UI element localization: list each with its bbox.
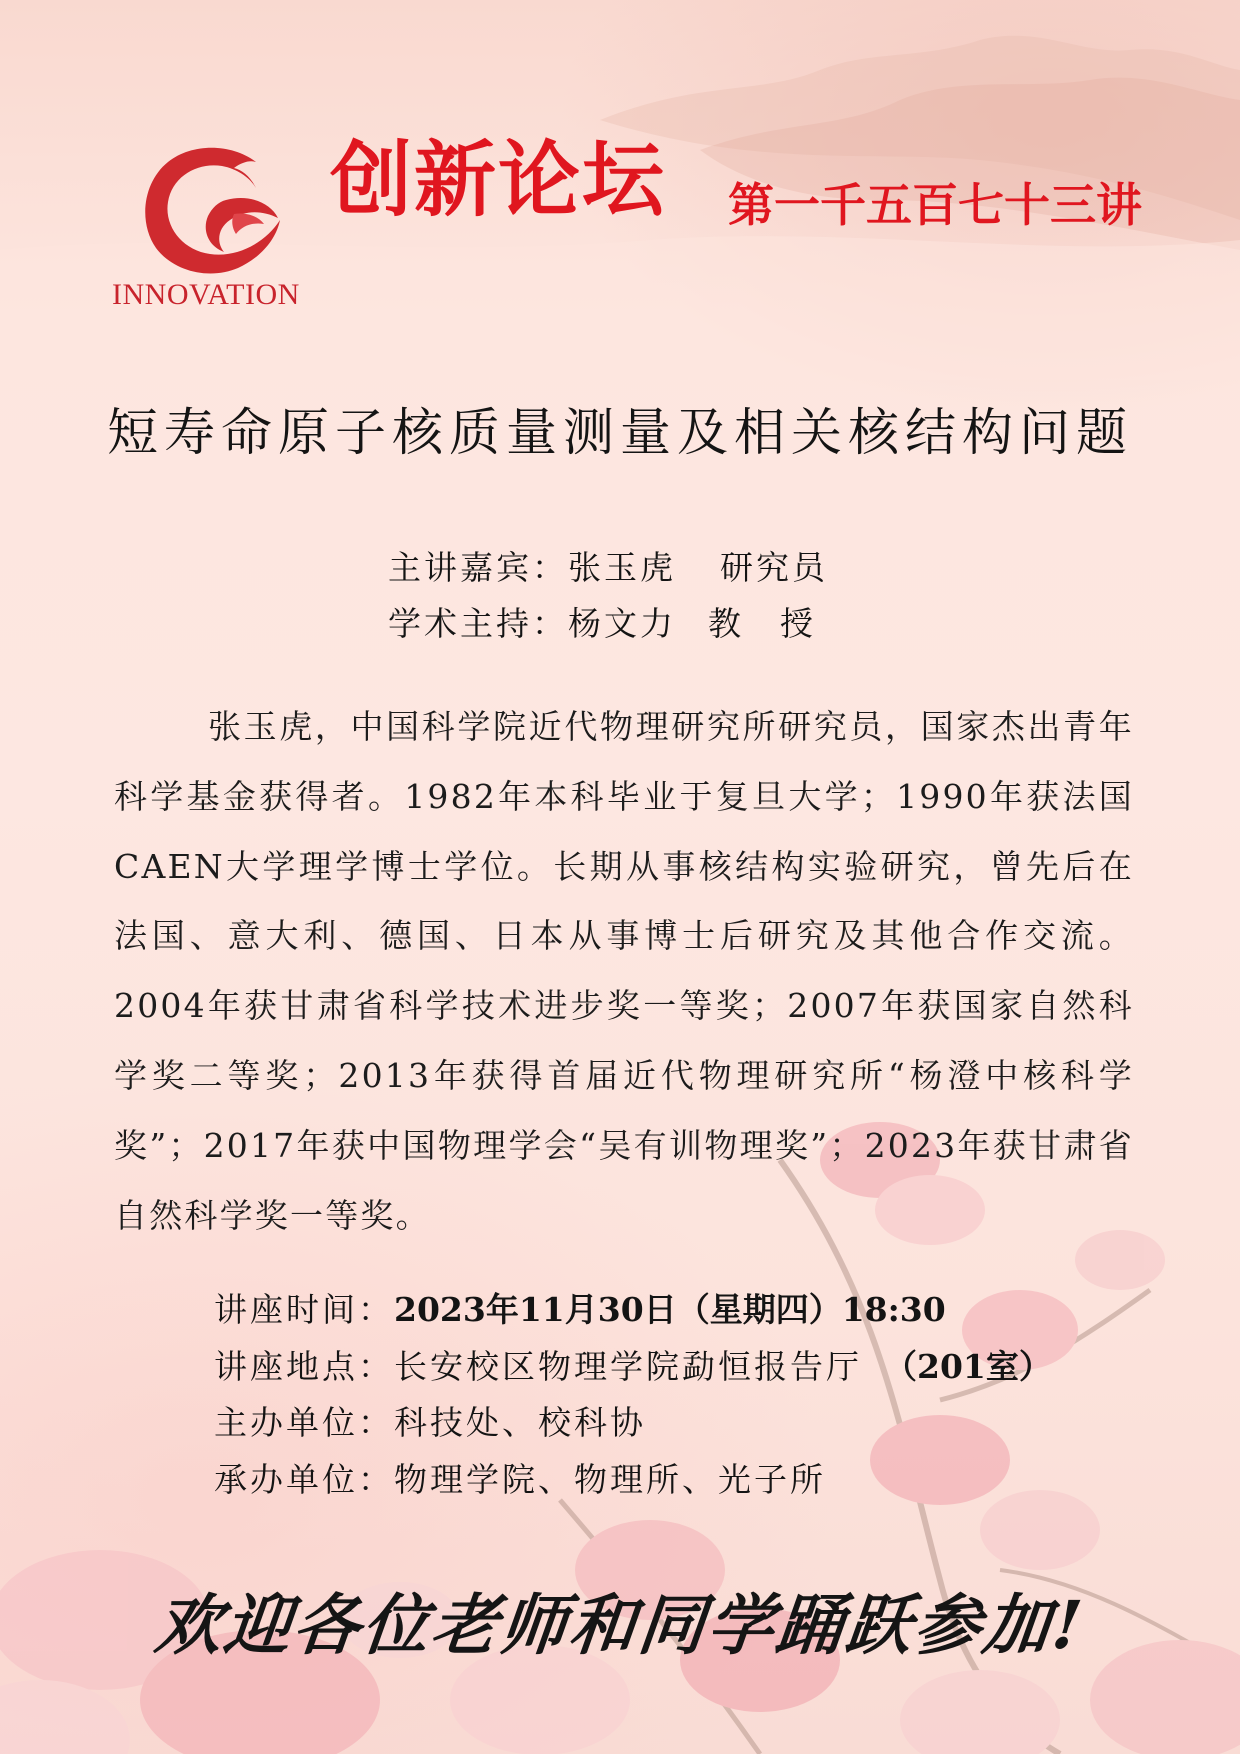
time-row — [214, 1282, 1052, 1339]
people-block — [388, 540, 828, 652]
organizer-row — [214, 1395, 1052, 1452]
undertaker-label: 承办单位： — [214, 1459, 394, 1499]
host-name: 杨文力 — [568, 604, 676, 643]
organizer-value: 科技处、校科协 — [394, 1403, 646, 1443]
host-title: 教 授 — [708, 604, 816, 643]
talk-title: 短寿命原子核质量测量及相关核结构问题 — [106, 404, 1133, 463]
speaker-title: 研究员 — [720, 548, 828, 587]
welcome-slogan: 欢迎各位老师和同学踊跃参加! — [151, 1586, 1089, 1664]
speaker-row — [388, 540, 828, 596]
forum-title: 创新论坛 — [330, 133, 667, 228]
undertaker-row — [214, 1452, 1052, 1509]
place-label: 讲座地点： — [214, 1346, 394, 1386]
speaker-label: 主讲嘉宾： — [388, 548, 568, 587]
host-label: 学术主持： — [388, 604, 568, 643]
host-row — [388, 596, 828, 652]
speaker-name: 张玉虎 — [568, 548, 676, 587]
event-info — [214, 1282, 1052, 1508]
innovation-logo-icon — [138, 140, 288, 280]
organizer-label: 主办单位： — [214, 1403, 394, 1443]
place-value: 长安校区物理学院勐恒报告厅 — [394, 1346, 862, 1386]
speaker-bio: 张玉虎，中国科学院近代物理研究所研究员，国家杰出青年科学基金获得者。1982年本科毕业于复旦大学；1990年获法国CAEN大学理学博士学位。长期从事核结构实验研究，曾先后在法国、意大利、德国、日本从事博士后研究及其他合作交流。2004年获甘肃省科学技术进步奖一等奖；2007年获国家自然科学奖二等奖；2013年获得首届近代物理研究所“杨澄中核科学奖”；2017年获中国物理学会“吴有训物理奖”；2023年获甘肃省自然科学奖一等奖。 — [114, 707, 1134, 1235]
lecture-number: 第一千五百七十三讲 — [728, 178, 1142, 232]
time-value: 2023年11月30日（星期四）18:30 — [394, 1290, 946, 1329]
room-value: （201室） — [884, 1346, 1052, 1386]
time-label: 讲座时间： — [214, 1290, 394, 1329]
undertaker-value: 物理学院、物理所、光子所 — [394, 1459, 826, 1499]
logo-text: INNOVATION — [112, 278, 300, 311]
place-row — [214, 1339, 1052, 1396]
